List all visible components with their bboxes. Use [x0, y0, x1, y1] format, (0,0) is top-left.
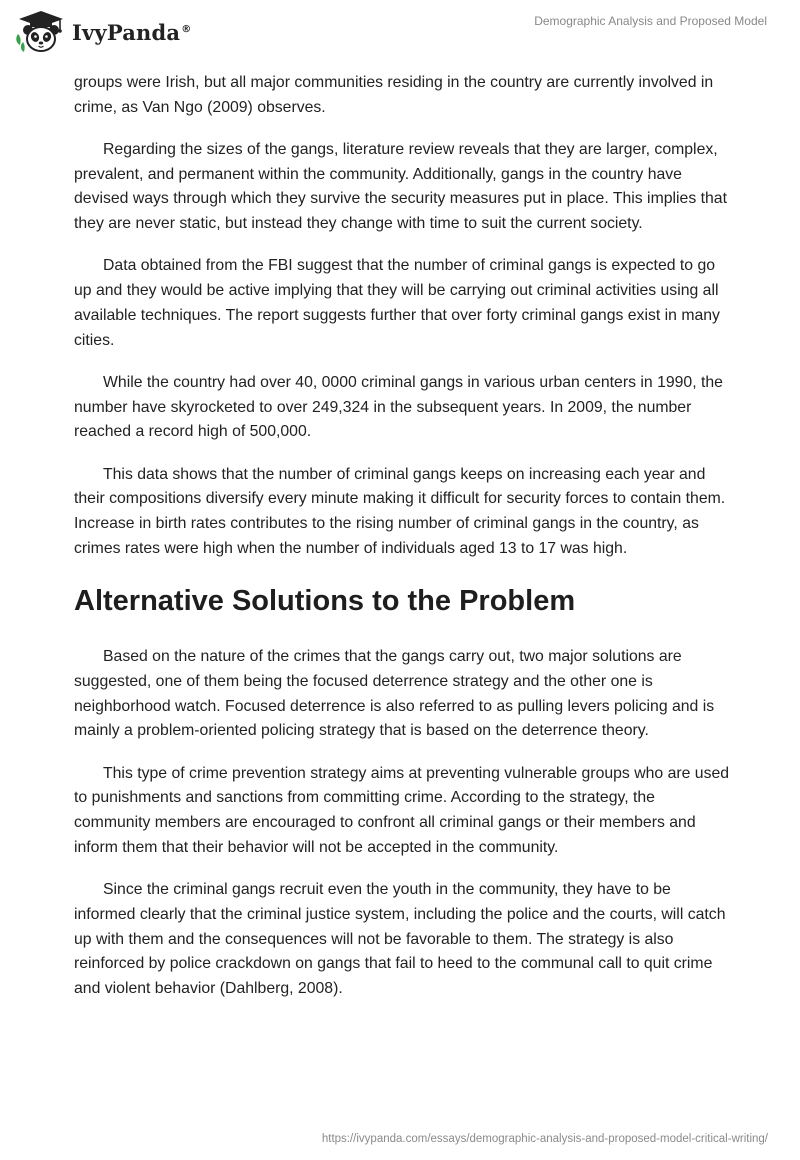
panda-graduate-icon — [14, 10, 68, 54]
paragraph-continued: groups were Irish, but all major communities residing in the country are currently involved in crime, as Van Ngo (2009) observes. — [74, 74, 714, 116]
paragraph: Data obtained from the FBI suggest that the number of criminal gangs is expected to go up and they would be active implying that they will be carrying out criminal activities using all available techniques. The report suggests further that over forty criminal gangs exist in many cities. — [74, 257, 720, 349]
source-url[interactable]: https://ivypanda.com/essays/demographic-analysis-and-proposed-model-critical-writing/ — [321, 1133, 768, 1145]
section-heading: Alternative Solutions to the Problem — [74, 585, 576, 618]
paragraph: This type of crime prevention strategy aims at preventing vulnerable groups who are used to punishments and sanctions from committing crime. According to the strategy, the community members are encouraged to confront all criminal gangs or their members and inform them that their behavior will not be accepted in the community. — [74, 764, 730, 856]
essay-content — [74, 71, 734, 1019]
paragraph: Since the criminal gangs recruit even the youth in the community, they have to be informed clearly that the criminal justice system, including the police and the courts, will catch up with them and the consequences will not be favorable to them. The strategy is also reinforced by police crackdown on gangs that fail to heed to the communal call to quit crime and violent behavior (Dahlberg, 2008). — [74, 881, 726, 997]
document-title: Demographic Analysis and Proposed Model — [534, 14, 767, 28]
brand-name — [72, 20, 191, 45]
paragraph: Based on the nature of the crimes that the gangs carry out, two major solutions are suggested, one of them being the focused deterrence strategy and the other one is neighborhood watch. Focused deterrence is also referred to as pulling levers policing and is mainly a problem-oriented policing strategy that is based on the deterrence theory. — [74, 648, 715, 740]
page-header — [0, 0, 800, 64]
registered-mark: ® — [181, 23, 192, 35]
paragraph: This data shows that the number of criminal gangs keeps on increasing each year and their compositions diversify every minute making it difficult for security forces to contain them. Increase in birth rates contributes to the rising number of criminal gangs in the country, as crimes rates were high when the number of individuals aged 13 to 17 was high. — [74, 465, 726, 557]
paragraph: Regarding the sizes of the gangs, literature review reveals that they are larger, complex, prevalent, and permanent within the community. Additionally, gangs in the country have devised ways through which they survive the security measures put in place. This implies that they are never static, but instead they change with time to suit the current society. — [74, 141, 727, 233]
ivypanda-logo[interactable] — [14, 10, 191, 54]
paragraph: While the country had over 40, 0000 criminal gangs in various urban centers in 1990, the number have skyrocketed to over 249,324 in the subsequent years. In 2009, the number reached a record high of 500,000. — [74, 373, 723, 441]
brand-name-text: IvyPanda — [72, 19, 181, 45]
